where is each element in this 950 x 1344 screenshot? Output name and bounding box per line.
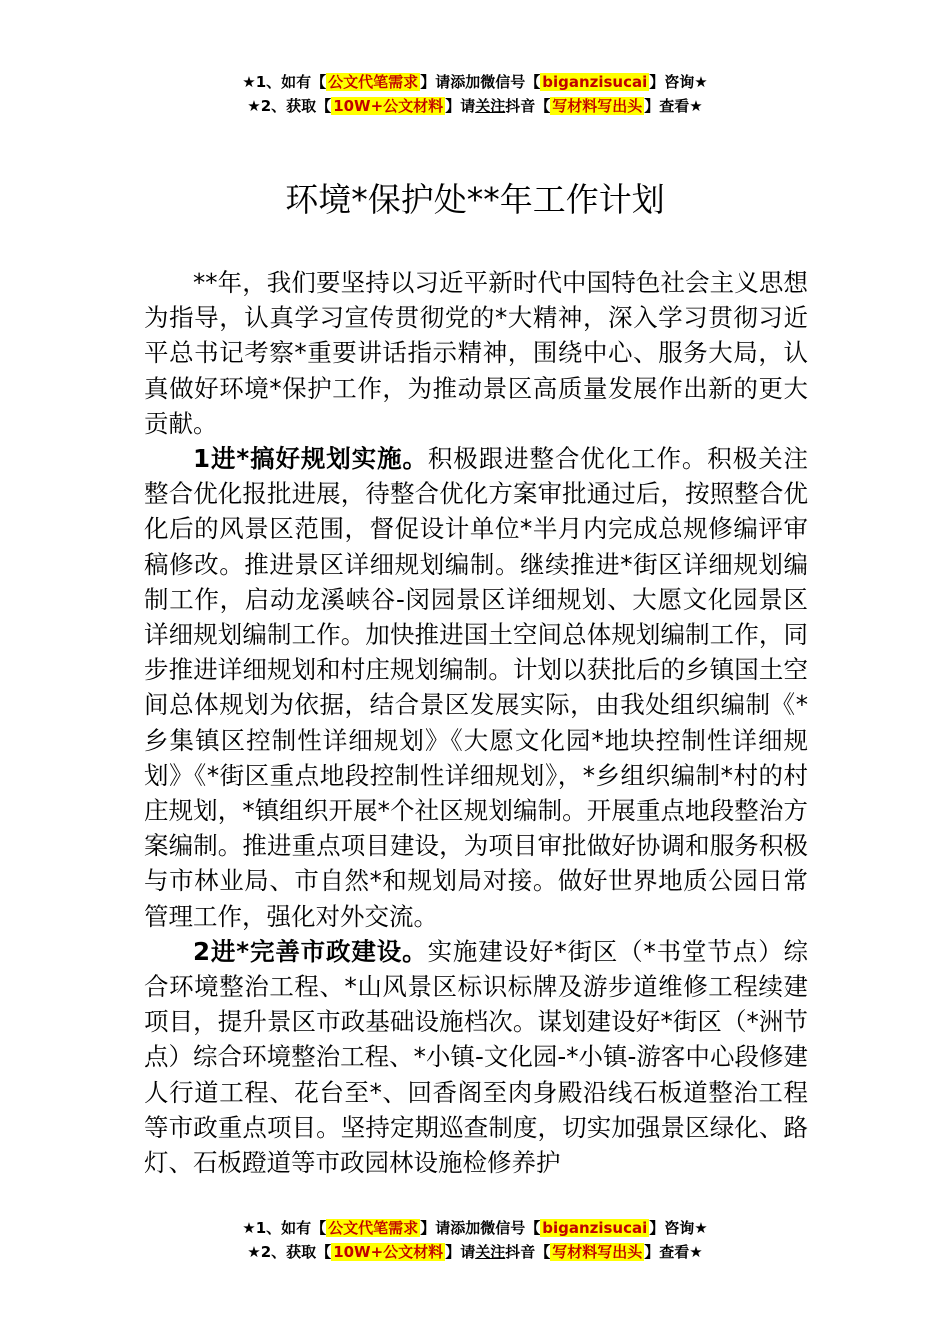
banner-highlight: 10W+公文材料 [333,1243,444,1261]
banner-text: 】查看★ [644,1243,703,1261]
banner-line-1 [0,1216,950,1240]
section-2-text: 实施建设好*街区（*书堂节点）综合环境整治工程、*山风景区标识标牌及游步道维修工程续建项目，提升景区市政基础设施档次。谋划建设好*街区（*洲节点）综合环境整治工程、*小镇-文化园-*小镇-游客中心段修建人行道工程、花台至*、回香阁至肉身殿沿线石板道整治工程等市政重点项目。坚持定期巡查制度，切实加强景区绿化、路灯、石板蹬道等市政园林设施检修养护 [144,936,808,1178]
banner-highlight: 公文代笔需求 [328,1219,419,1237]
banner-highlight: 10W+公文材料 [333,97,444,115]
banner-text: ★2、获取【 [247,1243,332,1261]
banner-text: 】查看★ [644,97,703,115]
banner-text: 】请 [445,1243,476,1261]
banner-text: 】请添加微信号【 [420,73,541,91]
section-2-heading: 2进*完善市政建设。 [193,936,428,966]
banner-text: 抖音【 [505,1243,551,1261]
banner-line-2 [0,1240,950,1264]
banner-text: 】请添加微信号【 [420,1219,541,1237]
banner-line-2 [0,94,950,118]
banner-highlight: 写材料写出头 [552,1243,643,1261]
banner-highlight: biganzisucai [542,73,648,91]
section-1-paragraph [144,441,808,934]
section-2-paragraph [144,934,808,1180]
banner-text: 抖音【 [505,97,551,115]
banner-underlined: 关注 [475,97,506,115]
banner-highlight: biganzisucai [542,1219,648,1237]
section-1-heading: 1进*搞好规划实施。 [193,444,428,474]
banner-line-1 [0,70,950,94]
top-banner [0,70,950,118]
banner-text: ★1、如有【 [242,73,327,91]
banner-text: 】咨询★ [649,73,708,91]
banner-highlight: 公文代笔需求 [328,73,419,91]
banner-text: 】咨询★ [649,1219,708,1237]
bottom-banner [0,1216,950,1264]
banner-text: 】请 [445,97,476,115]
banner-highlight: 写材料写出头 [552,97,643,115]
banner-underlined: 关注 [475,1243,506,1261]
banner-text: ★2、获取【 [247,97,332,115]
section-1-text: 积极跟进整合优化工作。积极关注整合优化报批进展，待整合优化方案审批通过后，按照整合优化后的风景区范围，督促设计单位*半月内完成总规修编评审稿修改。推进景区详细规划编制。继续推进*街区详细规划编制工作，启动龙溪峡谷-闵园景区详细规划、大愿文化园景区详细规划编制工作。加快推进国土空间总体规划编制工作，同步推进详细规划和村庄规划编制。计划以获批后的乡镇国土空间总体规划为依据，结合景区发展实际，由我处组织编制《*乡集镇区控制性详细规划》《大愿文化园*地块控制性详细规划》《*街区重点地段控制性详细规划》，*乡组织编制*村的村庄规划，*镇组织开展*个社区规划编制。开展重点地段整治方案编制。推进重点项目建设，为项目审批做好协调和服务积极与市林业局、市自然*和规划局对接。做好世界地质公园日常管理工作，强化对外交流。 [144,444,809,931]
intro-paragraph: **年，我们要坚持以习近平新时代中国特色社会主义思想为指导，认真学习宣传贯彻党的*大精神，深入学习贯彻习近平总书记考察*重要讲话指示精神，围绕中心、服务大局，认真做好环境*保护工作，为推动景区高质量发展作出新的更大贡献。 [144,268,808,438]
document-body [144,265,808,1180]
banner-text: ★1、如有【 [242,1219,327,1237]
document-title: 环境*保护处**年工作计划 [285,180,665,219]
